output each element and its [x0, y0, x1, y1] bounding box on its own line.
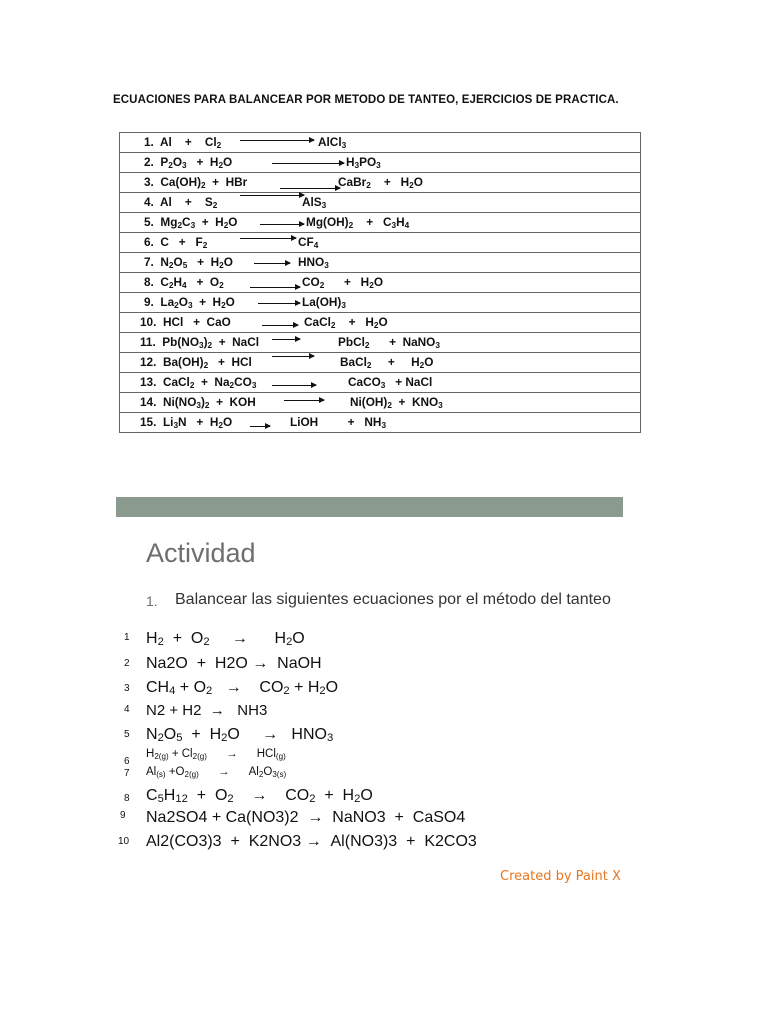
row-number: 1	[124, 632, 130, 643]
row-number: 6	[124, 756, 130, 767]
arrow-icon	[240, 195, 304, 196]
equation-13: 13. CaCl$_2$ + $Na_2CO_3$ CaCO$_3$ + NaCl	[140, 375, 433, 390]
arrow-icon	[260, 224, 304, 225]
row-number: 2	[124, 658, 130, 669]
credit-watermark: Created by Paint X	[500, 869, 621, 884]
activity-equation-10: Al2(CO3)3 + K2NO3 → Al(NO3)3 + K2CO3	[146, 833, 477, 850]
table-row	[120, 173, 641, 193]
equation-11: 11. $Pb(NO_3)_2$ + NaCl PbCl$_2$ + NaNO$_3$	[140, 335, 440, 350]
instruction-text: Balancear las siguientes ecuaciones por el método del tanteo	[175, 591, 611, 608]
activity-equation-1: $H_2 + O_2$ → $H_2O$	[146, 630, 305, 648]
table-row	[120, 253, 641, 273]
activity-equation-6: $H_{2(g)} + Cl_{2(g)}$ → HCl$_{(g)}$	[146, 748, 286, 761]
equation-10: 10. HCl + CaO CaCl$_2$ + $H_2O$	[140, 315, 388, 330]
table-row	[120, 153, 641, 173]
arrow-icon	[272, 163, 344, 164]
arrow-icon	[240, 140, 314, 141]
table-row	[120, 133, 641, 153]
arrow-icon	[272, 339, 300, 340]
table-row	[120, 213, 641, 233]
arrow-icon	[262, 325, 298, 326]
arrow-icon	[250, 287, 300, 288]
equation-6: 6. $C + F_2$ $CF_4$	[144, 235, 319, 250]
equation-1: 1. Al + $Cl_2$ AlCl$_3$	[144, 135, 347, 150]
row-number: 3	[124, 683, 130, 694]
table-row	[120, 193, 641, 213]
activity-equation-9: Na2SO4 + Ca(NO3)2 → NaNO3 + CaSO4	[146, 809, 466, 826]
table-row	[120, 233, 641, 253]
table-row	[120, 393, 641, 413]
equation-5: 5. $Mg_2C_3 + H_2O$ $Mg(OH)_2$ + $C_3H_4$	[144, 215, 410, 230]
arrow-icon	[258, 303, 300, 304]
table-row	[120, 333, 641, 353]
instruction-number: 1.	[146, 593, 158, 609]
row-number: 4	[124, 704, 130, 715]
arrow-icon	[272, 385, 316, 386]
table-row	[120, 273, 641, 293]
equation-14: 14. $Ni(NO_3)_2$ + KOH $Ni(OH)_2 + KNO_3$	[140, 395, 443, 410]
arrow-icon	[250, 426, 270, 427]
arrow-icon	[280, 188, 340, 189]
equation-15: 15. $Li_3N + H_2O$ LiOH + $NH_3$	[140, 415, 387, 430]
activity-equation-8: $C_5H_{12} + O_2$ → $CO_2 + H_2O$	[146, 787, 373, 805]
row-number: 9	[120, 810, 126, 821]
activity-heading: Actividad	[146, 538, 256, 568]
row-number: 5	[124, 729, 130, 740]
arrow-icon	[272, 356, 314, 357]
table-row	[120, 373, 641, 393]
equation-4: 4. Al + $S_2$ AlS$_3$	[144, 195, 327, 210]
activity-equation-3: $CH_4 + O_2$ → $CO_2 + H_2O$	[146, 679, 339, 697]
table-row	[120, 413, 641, 433]
equation-7: 7. $N_2O_5 + H_2O$ $HNO_3$	[144, 255, 329, 270]
arrow-icon	[254, 263, 290, 264]
row-number: 10	[118, 836, 130, 847]
equation-9: 9. $La_2O_3 + H_2O$ $La(OH)_3$	[144, 295, 346, 310]
document-title: ECUACIONES PARA BALANCEAR POR METODO DE TANTEO, EJERCICIOS DE PRACTICA.	[113, 94, 619, 106]
section-bar	[116, 497, 623, 517]
arrow-icon	[240, 238, 296, 239]
equations-table	[119, 132, 641, 433]
row-number: 8	[124, 793, 130, 804]
activity-equation-2: Na2O + H2O → NaOH	[146, 655, 322, 672]
equation-3: 3. $Ca(OH)_2$ + HBr CaBr$_2$ + $H_2O$	[144, 175, 423, 190]
activity-equation-5: $N_2O_5 + H_2O$ → $HNO_3$	[146, 726, 334, 744]
row-number: 7	[124, 768, 130, 779]
equation-8: 8. $C_2H_4 + O_2$ $CO_2$ + $H_2O$	[144, 275, 383, 290]
table-row	[120, 293, 641, 313]
equation-2: 2. $P_2O_3 + H_2O$ $H_3PO_3$	[144, 155, 381, 170]
activity-equation-4: N2 + H2 → NH3	[146, 702, 268, 719]
activity-equation-7: $Al_{(s)} +O_{2(g)}$ → $Al_2O_{3(s)}$	[146, 766, 287, 779]
table-row	[120, 313, 641, 333]
arrow-icon	[284, 400, 324, 401]
equation-12: 12. $Ba(OH)_2$ + HCl BaCl$_2$ + $H_2O$	[140, 355, 434, 370]
table-row	[120, 353, 641, 373]
